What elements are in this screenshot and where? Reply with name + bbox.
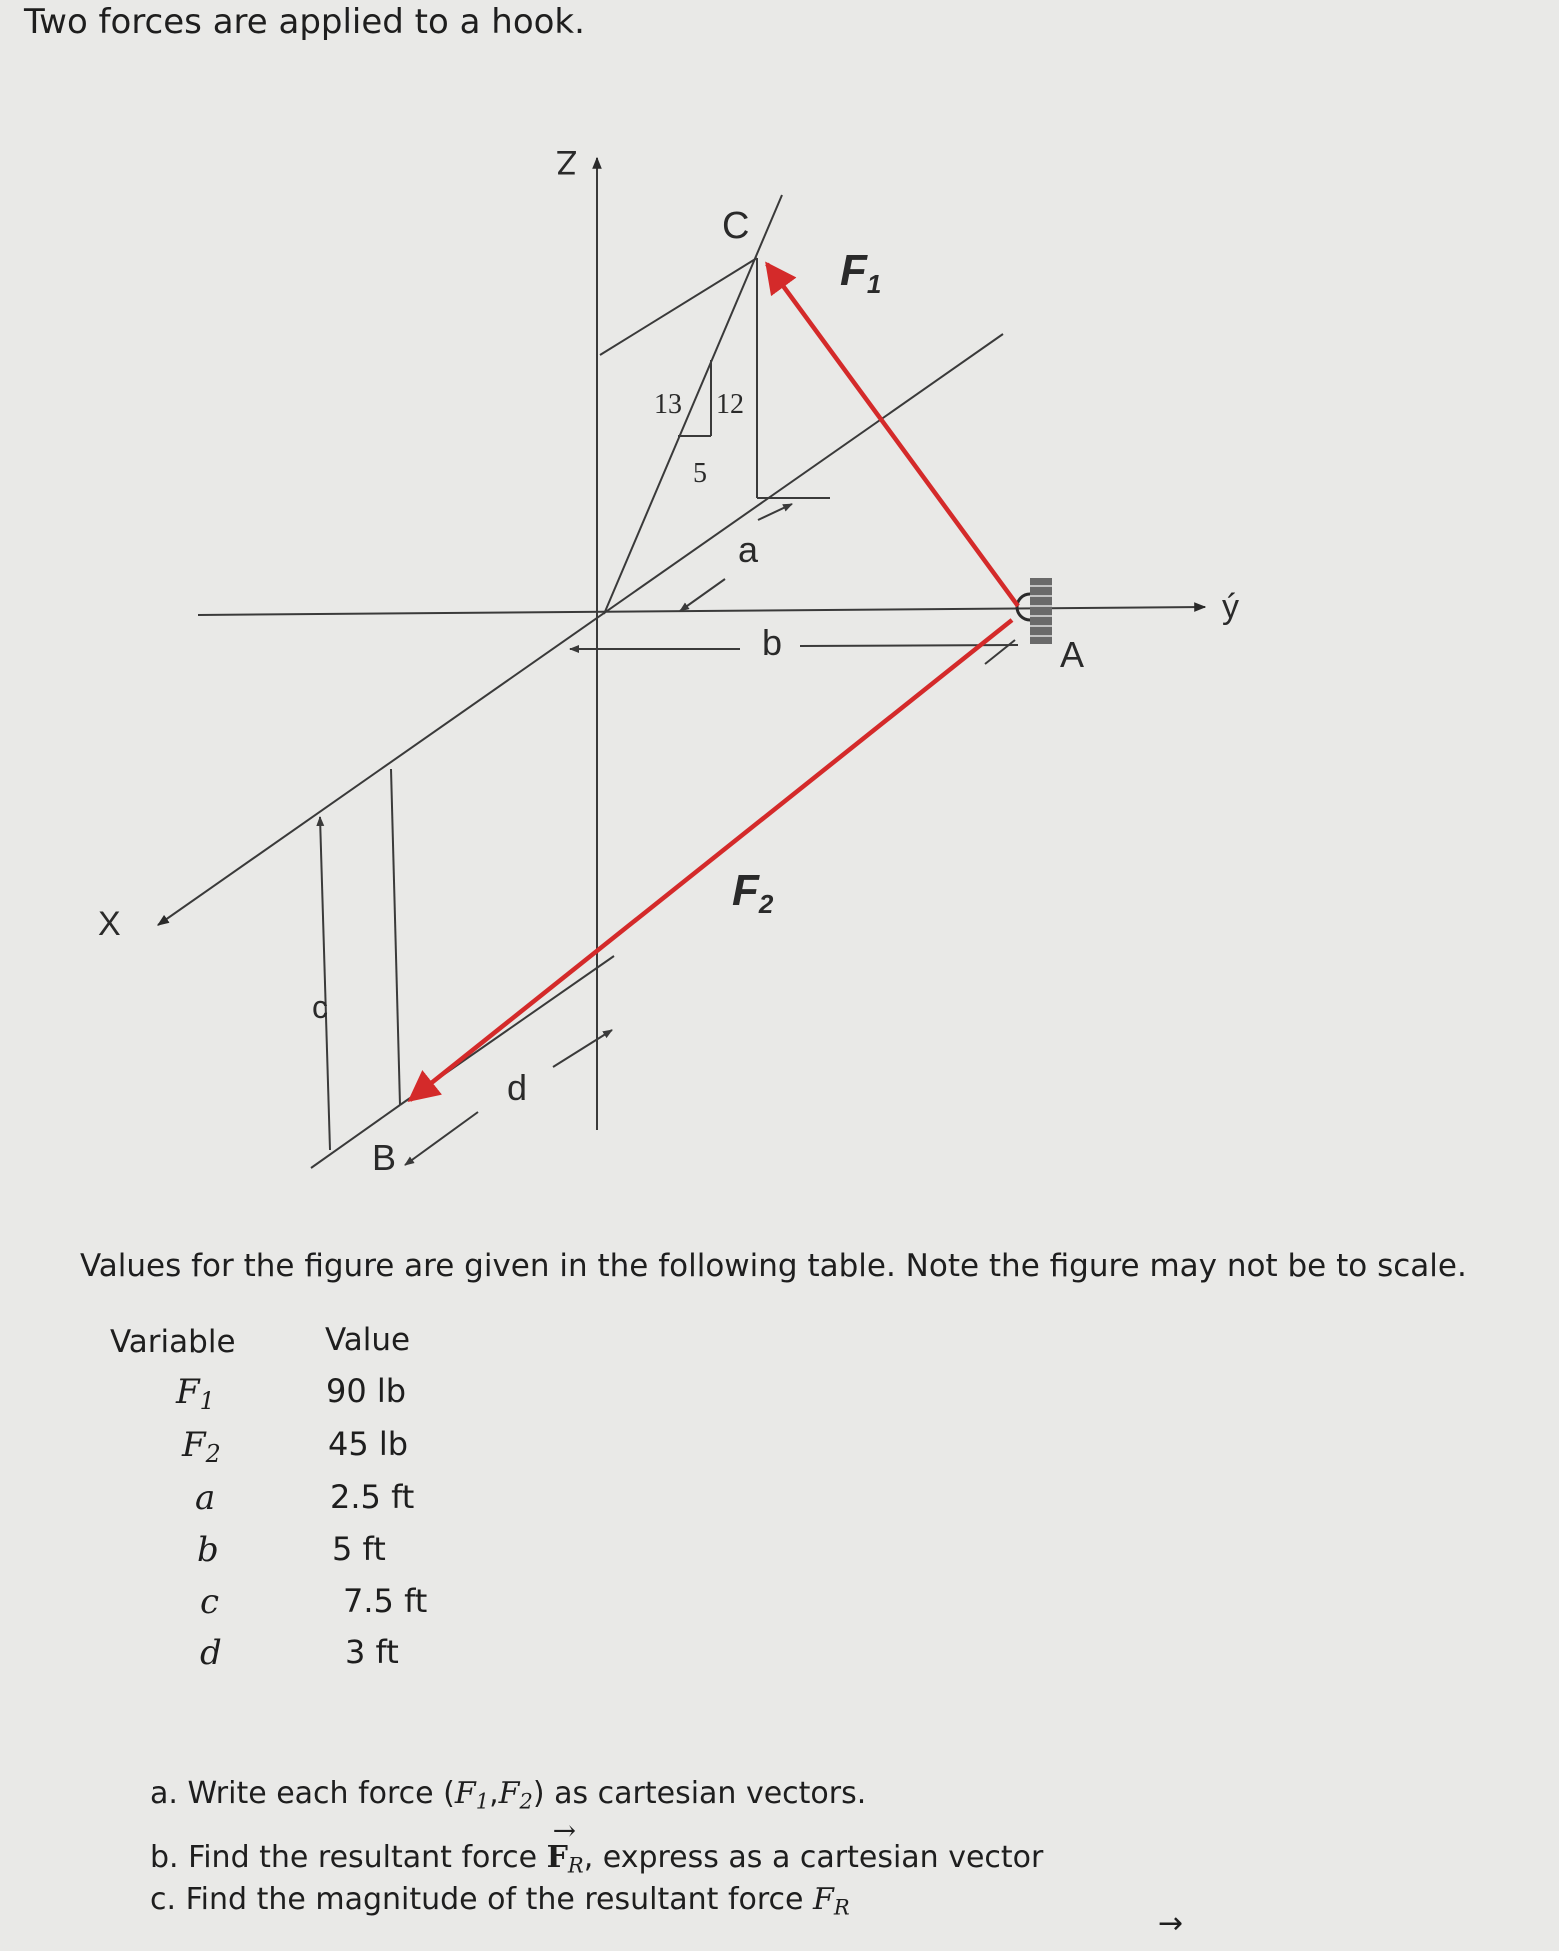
point-c-label: C (722, 205, 750, 247)
problem-title: Two forces are applied to a hook. (24, 2, 585, 42)
val-d: 3 ft (345, 1633, 399, 1671)
val-c: 7.5 ft (343, 1582, 428, 1620)
dim-c-label: c (312, 989, 328, 1025)
force-f2-arrow (410, 620, 1012, 1100)
point-a-label: A (1060, 634, 1085, 675)
table-note: Values for the figure are given in the following table. Note the figure may not be to scale. (80, 1248, 1467, 1284)
f1-label: F1 (840, 246, 882, 299)
val-b: 5 ft (332, 1530, 386, 1568)
b-vertical-line (391, 769, 400, 1105)
force-f1-arrow (767, 264, 1018, 606)
slope-13-label: 13 (654, 389, 682, 420)
var-c: c (200, 1582, 220, 1622)
d-dim-lower (405, 1112, 478, 1165)
x-axis-label: X (98, 905, 121, 943)
question-a: a. Write each force $(F_1,F_2)$ as cartesian vectors. (150, 1776, 867, 1814)
question-b: b. Find the resultant force → $F_R$, express as a cartesian vector (150, 1840, 1043, 1877)
y-axis-label: ý (1222, 588, 1239, 626)
var-f2: $F_2$ (182, 1425, 221, 1468)
dim-d-label: d (507, 1067, 528, 1108)
var-b: b (197, 1530, 219, 1570)
val-a: 2.5 ft (330, 1478, 415, 1516)
point-b-label: B (372, 1137, 397, 1178)
value-header: Value (325, 1322, 411, 1358)
a-dim-lower (680, 579, 725, 611)
dim-a-label: a (738, 529, 759, 570)
a-dim-upper (758, 504, 792, 520)
d-dim-upper (553, 1030, 612, 1067)
var-f1: $F_1$ (176, 1372, 215, 1415)
slope-5-label: 5 (693, 458, 707, 489)
footer-arrow-symbol: → (1158, 1906, 1184, 1941)
dim-b-label: b (762, 622, 783, 663)
val-f1: 90 lb (326, 1372, 407, 1410)
a-ext-line (985, 640, 1015, 664)
variable-header: Variable (110, 1324, 236, 1360)
var-a: a (195, 1478, 216, 1518)
val-f2: 45 lb (328, 1425, 409, 1463)
question-c: c. Find the magnitude of the resultant force $F_R$ (150, 1882, 850, 1920)
z-axis-label: Z (556, 143, 577, 181)
x-axis (158, 334, 1003, 925)
hook-icon (1017, 578, 1052, 644)
y-axis (198, 607, 1205, 615)
z-c-line (600, 258, 757, 355)
slope-12-label: 12 (716, 389, 744, 420)
var-d: d (200, 1633, 222, 1673)
c-dim-line (320, 817, 330, 1150)
b-dim-right (800, 645, 1018, 646)
f2-label: F2 (732, 866, 774, 919)
